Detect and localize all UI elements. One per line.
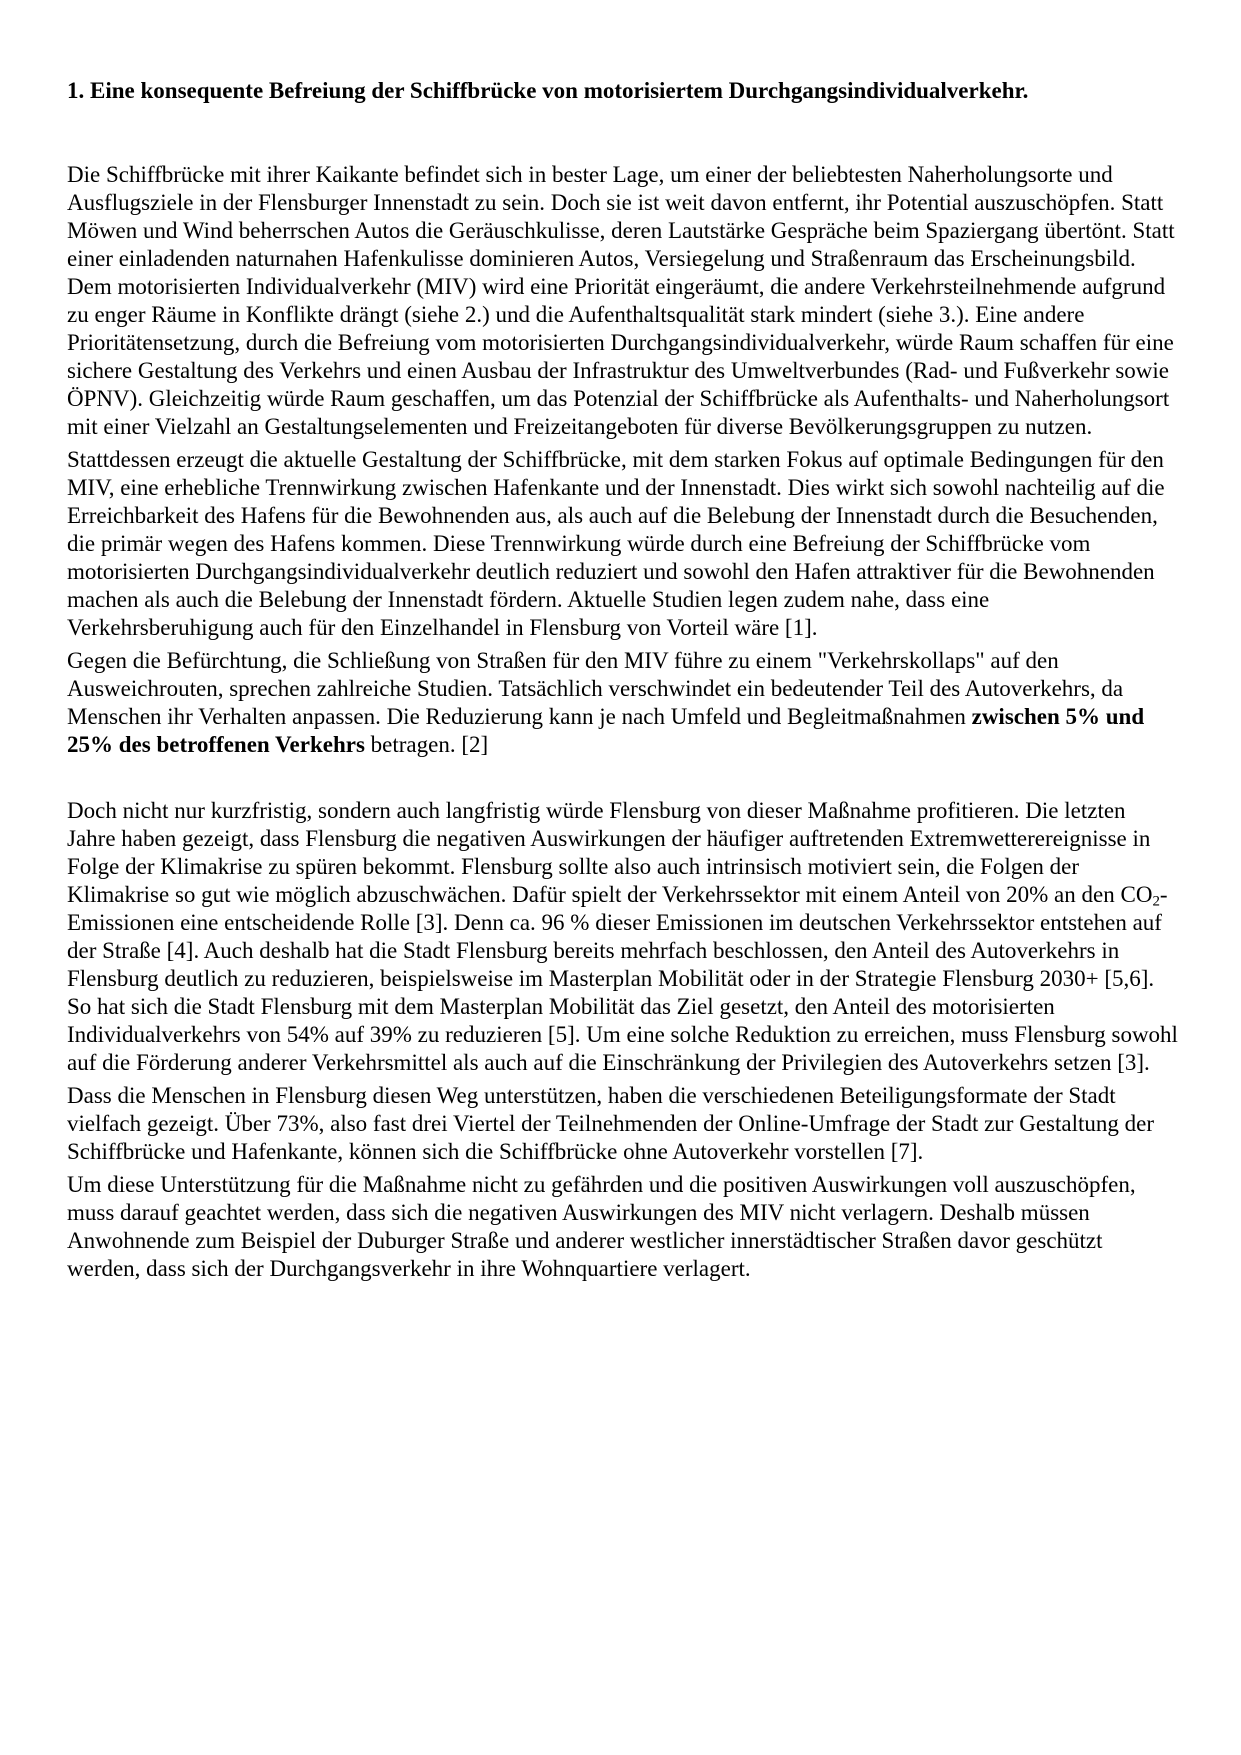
text-run: Um diese Unterstützung für die Maßnahme nicht zu gefährden und die positiven Auswirkungen voll auszuschöpfen, muss darauf geachtet werden, dass sich die negativen Auswirkungen des MIV nicht verlagern. Deshalb müssen Anwohnende zum Beispiel der Duburger Straße und anderer westlicher innerstädtischer Straßen davor geschützt werden, dass sich der Durchgangsverkehr in ihre Wohnquartiere verlagert. [67,1172,1136,1281]
text-run: Stattdessen erzeugt die aktuelle Gestaltung der Schiffbrücke, mit dem starken Fokus auf optimale Bedingungen für den MIV, eine erhebliche Trennwirkung zwischen Hafenkante und der Innenstadt. Dies wirkt sich sowohl nachteilig auf die Erreichbarkeit des Hafens für die Bewohnenden aus, als auch auf die Belebung der Innenstadt durch die Besuchenden, die primär wegen des Hafens kommen. Diese Trennwirkung würde durch eine Befreiung der Schiffbrücke vom motorisierten Durchgangsindividualverkehr deutlich reduziert und sowohl den Hafen attraktiver für die Bewohnenden machen als auch die Belebung der Innenstadt fördern. Aktuelle Studien legen zudem nahe, dass eine Verkehrsberuhigung auch für den Einzelhandel in Flensburg von Vorteil wäre [1]. [67,447,1165,640]
text-run: Dass die Menschen in Flensburg diesen Weg unterstützen, haben die verschiedenen Beteiligungsformate der Stadt vielfach gezeigt. Über 73%, also fast drei Viertel der Teilnehmenden der Online-Umfrage der Stadt zur Gestaltung der Schiffbrücke und Hafenkante, können sich die Schiffbrücke ohne Autoverkehr vorstellen [7]. [67,1083,1154,1164]
paragraph [67,797,1179,1077]
paragraph [67,446,1179,642]
blank-line [67,764,1179,792]
text-run: Die Schiffbrücke mit ihrer Kaikante befindet sich in bester Lage, um einer der beliebtesten Naherholungsorte und Ausflugsziele in der Flensburger Innenstadt zu sein. Doch sie ist weit davon entfernt, ihr Potential auszuschöpfen. Statt Möwen und Wind beherrschen Autos die Geräuschkulisse, deren Lautstärke Gespräche beim Spaziergang übertönt. Statt einer einladenden naturnahen Hafenkulisse dominieren Autos, Versiegelung und Straßenraum das Erscheinungsbild. Dem motorisierten Individualverkehr (MIV) wird eine Priorität eingeräumt, die andere Verkehrsteilnehmende aufgrund zu enger Räume in Konflikte drängt (siehe 2.) und die Aufenthaltsqualität stark mindert (siehe 3.). Eine andere Prioritätensetzung, durch die Befreiung vom motorisierten Durchgangsindividualverkehr, würde Raum schaffen für eine sichere Gestaltung des Verkehrs und einen Ausbau der Infrastruktur des Umweltverbundes (Rad- und Fußverkehr sowie ÖPNV). Gleichzeitig würde Raum geschaffen, um das Potenzial der Schiffbrücke als Aufenthalts- und Naherholungsort mit einer Vielzahl an Gestaltungselementen und Freizeitangeboten für diverse Bevölkerungsgruppen zu nutzen. [67,162,1175,439]
paragraph [67,161,1179,441]
bold-text: zwischen 5% und 25% des betroffenen Verkehrs [67,704,1145,757]
paragraph [67,1082,1179,1166]
text-run: -Emissionen eine entscheidende Rolle [3]. Denn ca. 96 % dieser Emissionen im deutschen Verkehrssektor entstehen auf der Straße [4]. Auch deshalb hat die Stadt Flensburg bereits mehrfach beschlossen, den Anteil des Autoverkehrs in Flensburg deutlich zu reduzieren, beispielsweise im Masterplan Mobilität oder in der Strategie Flensburg 2030+ [5,6]. So hat sich die Stadt Flensburg mit dem Masterplan Mobilität das Ziel gesetzt, den Anteil des motorisierten Individualverkehrs von 54% auf 39% zu reduzieren [5]. Um eine solche Reduktion zu erreichen, muss Flensburg sowohl auf die Förderung anderer Verkehrsmittel als auch auf die Einschränkung der Privilegien des Autoverkehrs setzen [3]. [67,882,1178,1075]
document-heading: 1. Eine konsequente Befreiung der Schiffbrücke von motorisiertem Durchgangsindividualverkehr. [67,78,1029,103]
document-body [67,161,1179,1283]
paragraph [67,1171,1179,1283]
text-run: Doch nicht nur kurzfristig, sondern auch langfristig würde Flensburg von dieser Maßnahme profitieren. Die letzten Jahre haben gezeigt, dass Flensburg die negativen Auswirkungen der häufiger auftretenden Extremwetterereignisse in Folge der Klimakrise zu spüren bekommt. Flensburg sollte also auch intrinsisch motiviert sein, die Folgen der Klimakrise so gut wie möglich abzuschwächen. Dafür spielt der Verkehrssektor mit einem Anteil von 20% an den CO [67,798,1153,907]
text-run: Gegen die Befürchtung, die Schließung von Straßen für den MIV führe zu einem "Verkehrskollaps" auf den Ausweichrouten, sprechen zahlreiche Studien. Tatsächlich verschwindet ein bedeutender Teil des Autoverkehrs, da Menschen ihr Verhalten anpassen. Die Reduzierung kann je nach Umfeld und Begleitmaßnahmen [67,648,1124,729]
text-run: betragen. [2] [364,732,489,757]
subscript-text: 2 [1152,893,1160,910]
paragraph [67,647,1179,759]
document-content [67,77,1179,1288]
